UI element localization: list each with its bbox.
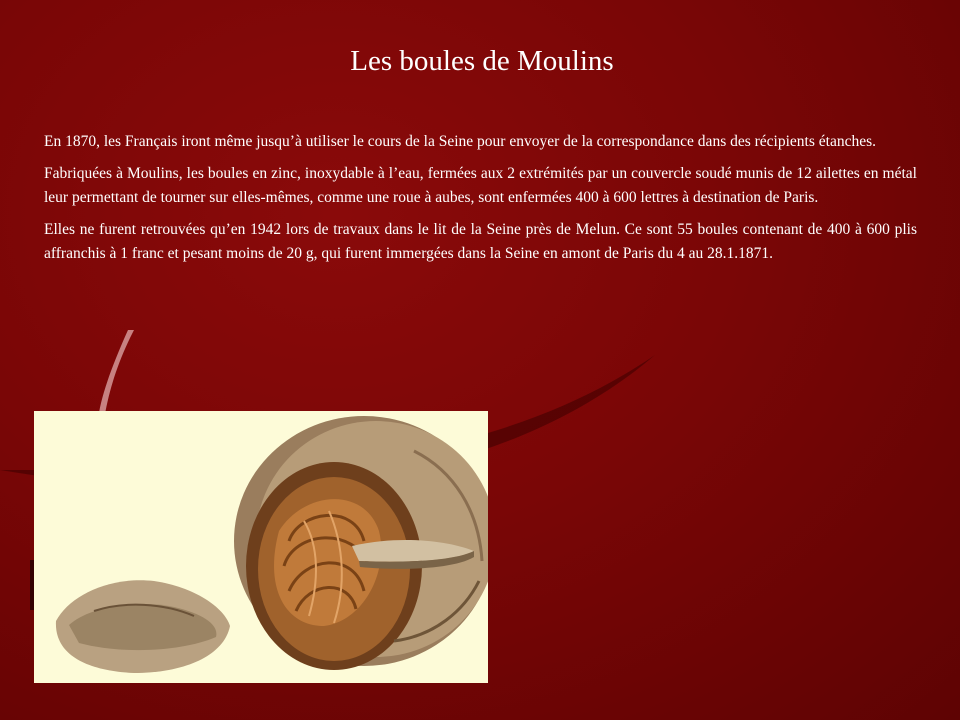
paragraph-1: En 1870, les Français iront même jusqu’à utiliser le cours de la Seine pour envoyer de la correspondance dans des récipients étanches. [44, 133, 876, 150]
boule-de-moulins-photo [34, 411, 488, 683]
paragraph-2: Fabriquées à Moulins, les boules en zinc, inoxydable à l’eau, fermées aux 2 extrémités par un couvercle soudé munis de 12 ailettes en métal leur permettant de tourner sur elles-mêmes, comme une roue à aubes, sont enfermées 400 à 600 lettres à destination de Paris. [44, 165, 917, 206]
slide-title: Les boules de Moulins [350, 45, 614, 77]
body-text [44, 130, 917, 274]
paragraph-3: Elles ne furent retrouvées qu’en 1942 lors de travaux dans le lit de la Seine près de Melun. Ce sont 55 boules contenant de 400 à 600 plis affranchis à 1 franc et pesant moins de 20 g, qui furent immergées dans la Seine en amont de Paris du 4 au 28.1.1871. [44, 221, 917, 262]
